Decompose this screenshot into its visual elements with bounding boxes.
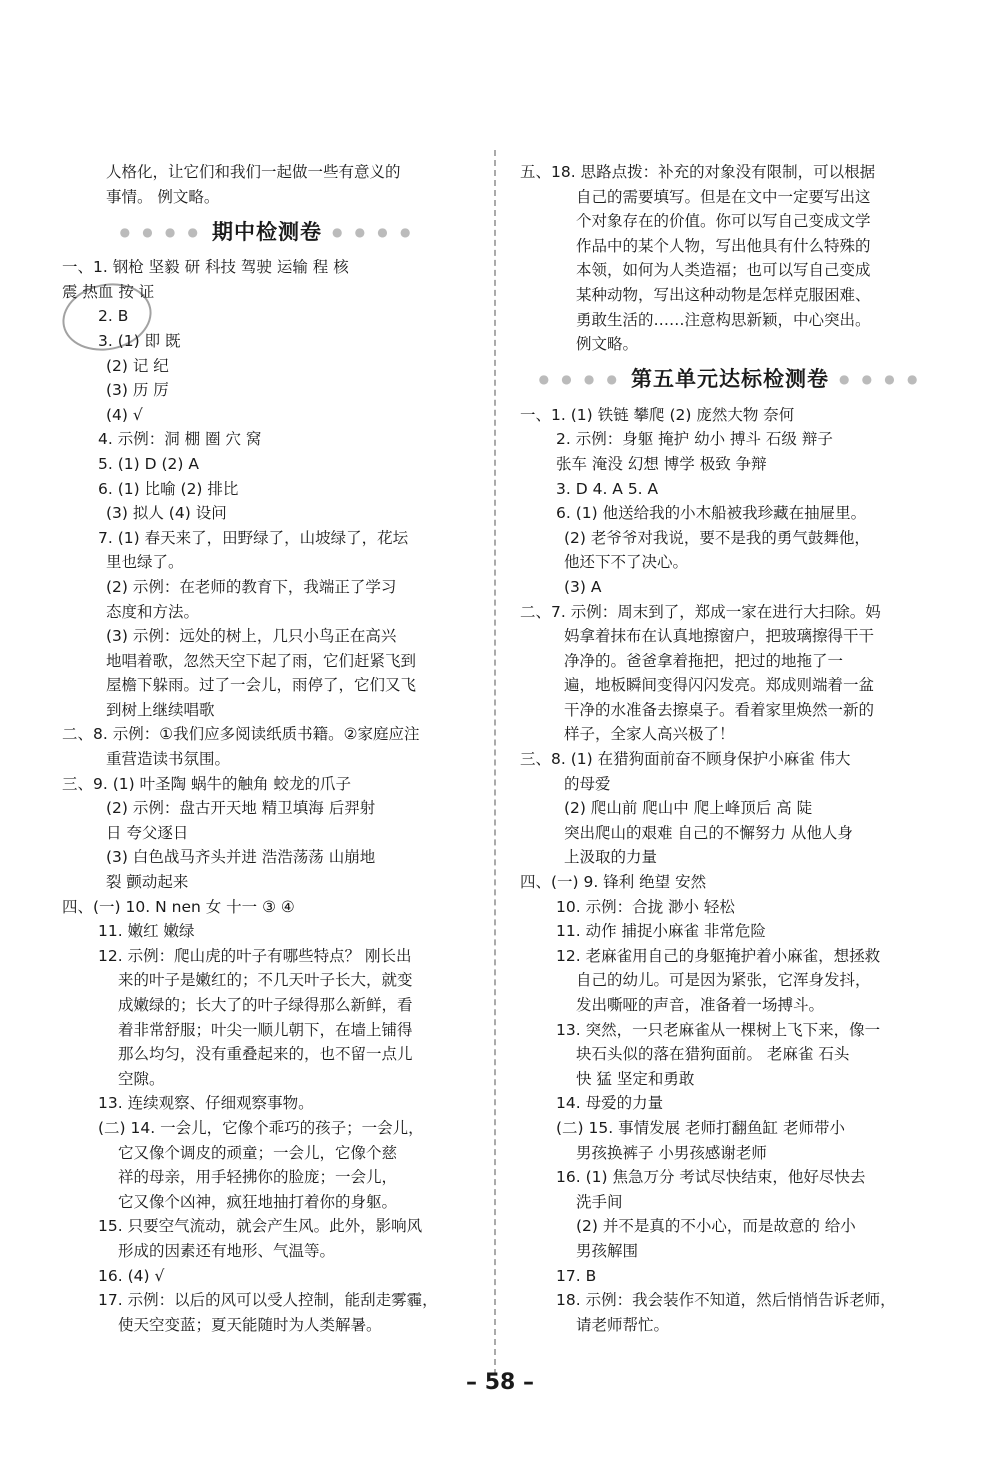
answer-line: (3) 示例：远处的树上，几只小鸟正在高兴: [106, 627, 397, 646]
answer-line: (2) 记 纪: [106, 356, 169, 375]
answer-line: 自己的幼儿。可是因为紧张，它浑身发抖，: [576, 971, 871, 990]
answer-line: 16. (1) 焦急万分 考试尽快结束，他好尽快去: [556, 1168, 866, 1187]
answer-line: 发出嘶哑的声音，准备着一场搏斗。: [576, 996, 825, 1014]
answer-line: 它又像个凶神，疯狂地抽打着你的身躯。: [118, 1192, 398, 1211]
answer-line: 三、8. (1) 在猎狗面前奋不顾身保护小麻雀 伟大: [520, 750, 851, 769]
left-column: [62, 160, 472, 1337]
answer-line: (3) 历 厉: [106, 381, 169, 400]
answer-line: 块石头似的落在猎狗面前。 老麻雀 石头: [576, 1045, 850, 1064]
answer-line: 12. 老麻雀用自己的身躯掩护着小麻雀，想拯救: [556, 946, 881, 965]
answer-line: 勇敢生活的……注意构思新颖，中心突出。: [576, 310, 871, 329]
answer-line: 人格化，让它们和我们一起做一些有意义的: [106, 163, 401, 181]
answer-line: 二、8. 示例：①我们应多阅读纸质书籍。②家庭应注: [62, 725, 420, 744]
answer-line: 地唱着歌，忽然天空下起了雨，它们赶紧飞到: [106, 651, 417, 670]
answer-line: 他还下不了决心。: [564, 553, 689, 572]
answer-line: 样子，全家人高兴极了！: [564, 725, 735, 744]
answer-line: 来的叶子是嫩红的；不几天叶子长大，就变: [118, 971, 413, 990]
answer-line: 14. 母爱的力量: [556, 1094, 664, 1113]
answer-line: 13. 连续观察、仔细观察事物。: [98, 1094, 314, 1113]
answer-line: 干净的水准备去擦桌子。看着家里焕然一新的: [564, 700, 875, 719]
answer-line: (2) 示例：在老师的教育下，我端正了学习: [106, 577, 397, 596]
answer-line: 着非常舒服；叶尖一顺儿朝下，在墙上铺得: [118, 1020, 413, 1039]
answer-line: 4. 示例：洞 棚 圈 穴 窝: [98, 430, 262, 449]
answer-line: 事情。 例文略。: [106, 187, 220, 206]
answer-line: (3) 拟人 (4) 设问: [106, 504, 227, 523]
answer-line: 10. 示例：合拢 渺小 轻松: [556, 897, 735, 916]
heading-title: 第五单元达标检测卷: [631, 367, 829, 392]
answer-line: (3) 白色战马齐头并进 浩浩荡荡 山崩地: [106, 848, 376, 867]
answer-line: 一、1. (1) 铁链 攀爬 (2) 庞然大物 奈何: [520, 405, 795, 424]
answer-line: 态度和方法。: [106, 602, 200, 621]
answer-line: (二) 15. 事情发展 老师打翻鱼缸 老师带小: [556, 1118, 845, 1137]
answer-line: 6. (1) 比喻 (2) 排比: [98, 479, 239, 498]
answer-line: 17. B: [556, 1266, 597, 1285]
answer-line: 例文略。: [576, 335, 639, 354]
answer-line: 二、7. 示例：周末到了，郑成一家在进行大扫除。妈: [520, 602, 881, 621]
answer-line: (3) A: [564, 577, 602, 596]
answer-line: (4) √: [106, 405, 143, 424]
answer-line: 17. 示例：以后的风可以受人控制，能刮走雾霾，: [98, 1291, 438, 1310]
answer-line: 本领，如何为人类造福；也可以写自己变成: [576, 261, 871, 280]
answer-line: 张车 淹没 幻想 博学 极致 争辩: [556, 454, 767, 473]
answer-line: 里也绿了。: [106, 553, 184, 572]
answer-line: 四、(一) 9. 锋利 绝望 安然: [520, 873, 707, 892]
answer-line: 突出爬山的艰难 自己的不懈努力 从他人身: [564, 823, 853, 842]
answer-line: 13. 突然，一只老麻雀从一棵树上飞下来，像一: [556, 1020, 881, 1039]
answer-line: 某种动物，写出这种动物是怎样克服困难、: [576, 285, 871, 304]
answer-line: 遍，地板瞬间变得闪闪发亮。郑成则端着一盆: [564, 676, 875, 695]
answer-line: 男孩换裤子 小男孩感谢老师: [576, 1143, 767, 1162]
heading-title: 期中检测卷: [212, 219, 322, 244]
heading-dots-left: ● ● ● ●: [119, 224, 202, 239]
answer-line: 空隙。: [118, 1069, 165, 1088]
answer-line: 个对象存在的价值。你可以写自己变成文学: [576, 212, 871, 231]
section-heading: [520, 357, 940, 403]
answer-line: 18. 示例：我会装作不知道，然后悄悄告诉老师，: [556, 1291, 896, 1310]
answer-line: 15. 只要空气流动，就会产生风。此外，影响风: [98, 1217, 423, 1236]
answer-line: 2. 示例：身躯 掩护 幼小 搏斗 石级 辩子: [556, 430, 833, 449]
heading-dots-right: ● ● ● ●: [332, 224, 415, 239]
answer-line: 使天空变蓝；夏天能随时为人类解暑。: [118, 1315, 382, 1334]
right-column: [520, 160, 940, 1337]
section-heading: [62, 209, 472, 255]
answer-line: 三、9. (1) 叶圣陶 蜗牛的触角 蛟龙的爪子: [62, 774, 351, 793]
heading-dots-left: ● ● ● ●: [538, 372, 621, 387]
answer-line: 重营造读书氛围。: [106, 750, 231, 769]
answer-line: 四、(一) 10. N nen 女 十一 ③ ④: [62, 897, 295, 916]
answer-line: 成嫩绿的；长大了的叶子绿得那么新鲜，看: [118, 996, 413, 1014]
answer-line: 裂 颤动起来: [106, 873, 189, 892]
answer-line: 祥的母亲，用手轻拂你的脸庞；一会儿，: [118, 1168, 398, 1187]
answer-line: 2. B: [98, 307, 129, 326]
answer-line: 妈拿着抹布在认真地擦窗户，把玻璃擦得干干: [564, 627, 875, 646]
answer-line: 自己的需要填写。但是在文中一定要写出这: [576, 187, 871, 206]
answer-line: 作品中的某个人物，写出他具有什么特殊的: [576, 236, 871, 255]
answer-line: 上汲取的力量: [564, 848, 658, 867]
page-number: – 58 –: [466, 1370, 534, 1395]
answer-line: 快 猛 坚定和勇敢: [576, 1069, 695, 1088]
answer-line: 12. 示例：爬山虎的叶子有哪些特点？ 刚长出: [98, 946, 412, 965]
answer-line: 的母爱: [564, 774, 611, 793]
answer-line: 11. 动作 捕捉小麻雀 非常危险: [556, 922, 766, 941]
answer-line: 震 热血 按 证: [62, 282, 155, 301]
answer-line: 它又像个调皮的顽童；一会儿，它像个慈: [118, 1143, 398, 1162]
answer-line: 一、1. 钢枪 坚毅 研 科技 驾驶 运输 程 核: [62, 258, 349, 277]
corner-logo: [830, 1361, 990, 1461]
answer-line: (2) 老爷爷对我说，要不是我的勇气鼓舞他，: [564, 528, 870, 547]
answer-line: 洗手间: [576, 1192, 623, 1211]
answer-line: 男孩解围: [576, 1241, 639, 1260]
answer-line: 屋檐下躲雨。过了一会儿，雨停了，它们又飞: [106, 676, 417, 695]
answer-line: 3. (1) 即 既: [98, 331, 181, 350]
answer-line: 五、18. 思路点拨：补充的对象没有限制，可以根据: [520, 163, 876, 181]
answer-line: (2) 示例：盘古开天地 精卫填海 后羿射: [106, 799, 376, 818]
answer-line: 7. (1) 春天来了，田野绿了，山坡绿了，花坛: [98, 528, 409, 547]
answer-line: (2) 爬山前 爬山中 爬上峰顶后 高 陡: [564, 799, 813, 818]
column-divider: [494, 150, 496, 1375]
answer-line: 日 夸父逐日: [106, 823, 189, 842]
answer-line: 那么均匀，没有重叠起来的，也不留一点儿: [118, 1045, 413, 1064]
answer-line: 净净的。爸爸拿着拖把，把过的地拖了一: [564, 651, 844, 670]
heading-dots-right: ● ● ● ●: [839, 372, 922, 387]
answer-line: 3. D 4. A 5. A: [556, 479, 659, 498]
answer-line: 11. 嫩红 嫩绿: [98, 922, 195, 941]
answer-line: 16. (4) √: [98, 1266, 165, 1285]
answer-line: (二) 14. 一会儿，它像个乖巧的孩子；一会儿，: [98, 1118, 424, 1137]
answer-line: 请老师帮忙。: [576, 1315, 670, 1334]
answer-line: 到树上继续唱歌: [106, 700, 215, 719]
answer-line: 形成的因素还有地形、气温等。: [118, 1241, 336, 1260]
answer-line: 5. (1) D (2) A: [98, 454, 199, 473]
answer-line: (2) 并不是真的不小心，而是故意的 给小: [576, 1217, 856, 1236]
answer-line: 6. (1) 他送给我的小木船被我珍藏在抽屉里。: [556, 504, 867, 523]
